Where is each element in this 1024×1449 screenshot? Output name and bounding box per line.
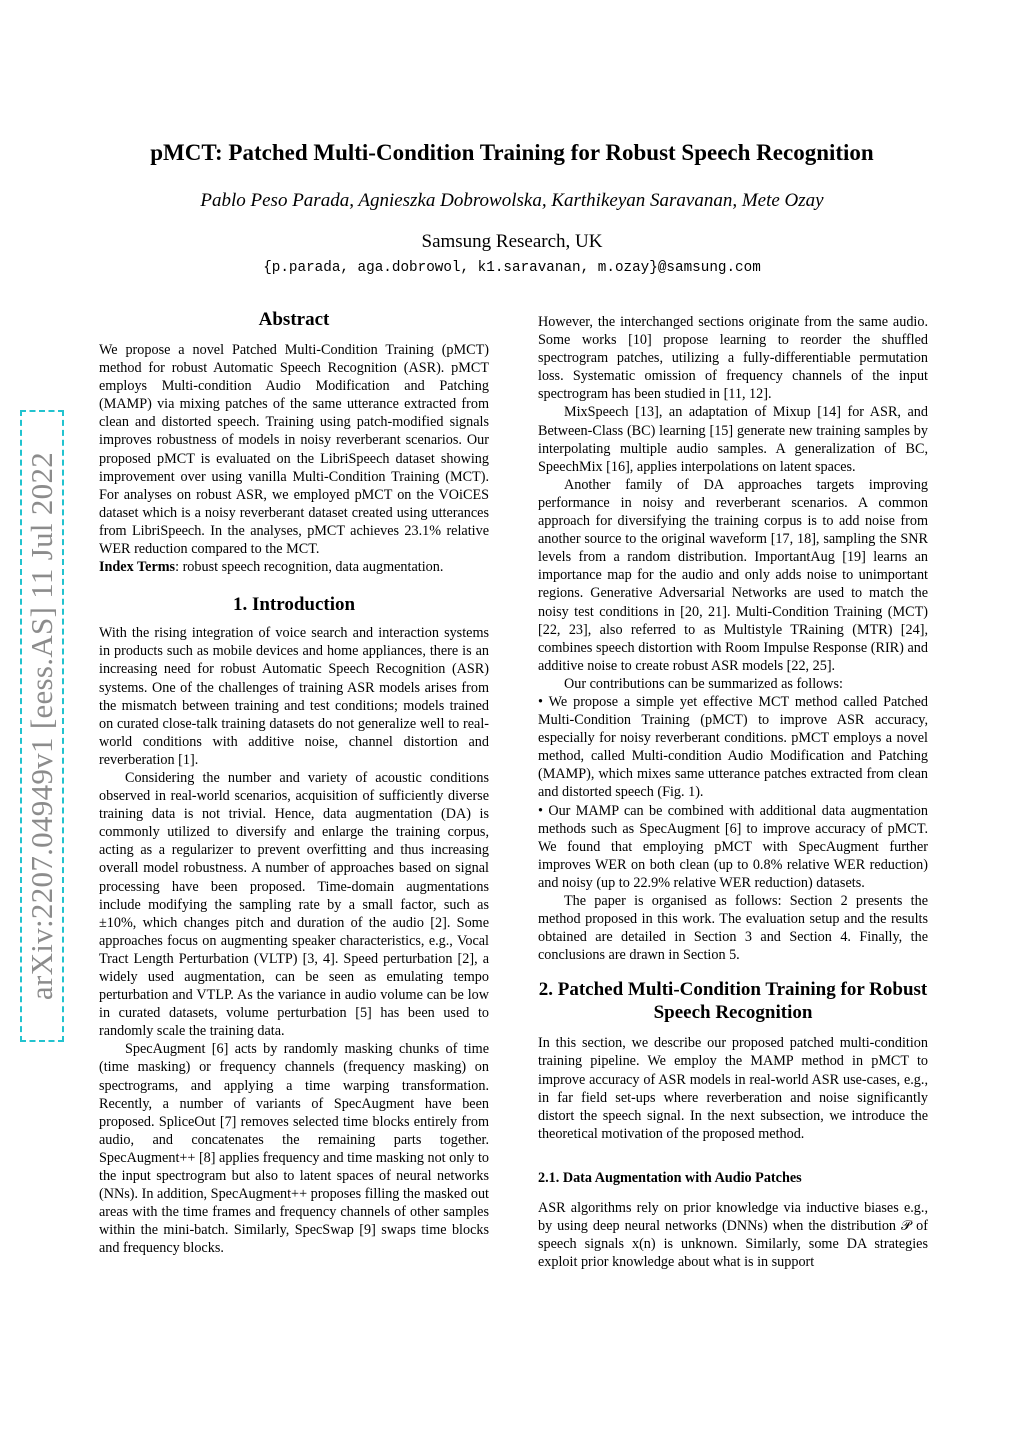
intro-paragraph-3: SpecAugment [6] acts by randomly masking chunks of time (time masking) or frequency channels (frequency masking) on spectrograms, and applying a time warping transformation. Recently, a number of variants of SpecAugment have been proposed. SpliceOut [7] removes selected time blocks entirely from audio, and concatenates the remaining parts together. SpecAugment++ [8] applies frequency and time masking not only to the input spectrogram but also to latent spaces of neural networks (NNs). In addition, SpecAugment++ proposes filling the masked out areas with the time frames and frequency channels of other samples within the mini-batch. Similarly, SpecSwap [9] swaps time blocks and frequency blocks. [99, 1041, 489, 1257]
intro-paragraph-1: With the rising integration of voice search and interaction systems in products such as mobile devices and home appliances, there is an increasing need for robust Automatic Speech Recognition (ASR) systems. One of the challenges of training ASR models arises from the mismatch between training and test conditions; models trained on curated close-talk training datasets do not generalize well to real-world conditions with additive noise, channel distortion and reverberation [1]. [99, 625, 489, 768]
section-2-1-heading: 2.1. Data Augmentation with Audio Patches [538, 1169, 802, 1186]
related-work-paragraph-1: However, the interchanged sections originate from the same audio. Some works [10] propose learning to reorder the shuffled spectrogram patches, utilizing a fully-differentiable permutation loss. Systematic omission of frequency channels of the input spectrogram has been studied in [11, 12]. [538, 314, 928, 403]
index-terms-label: Index Terms [99, 559, 176, 576]
left-column [99, 308, 489, 1258]
arxiv-watermark [20, 410, 64, 1042]
section-2-paragraph: In this section, we describe our proposed patched multi-condition training pipeline. We employ the MAMP method in pMCT to improve accuracy of ASR models in real-world ASR use-cases, e.g., in far field set-ups where reverberation and noise significantly distort the speech signal. In the next subsection, we introduce the theoretical motivation of the proposed method. [538, 1035, 928, 1142]
author-emails: {p.parada, aga.dobrowol, k1.saravanan, m.ozay}@samsung.com [263, 260, 761, 276]
paper-organisation: The paper is organised as follows: Section 2 presents the method proposed in this work. The evaluation setup and the results obtained are detailed in Section 3 and Section 4. Finally, the conclusions are drawn in Section 5. [538, 893, 928, 964]
section-2-1-paragraph: ASR algorithms rely on prior knowledge via inductive biases e.g., by using deep neural networks (DNNs) when the distribution 𝒫 of speech signals x(n) is unknown. Similarly, some DA strategies exploit prior knowledge about what is in support [538, 1200, 928, 1271]
paper-title: pMCT: Patched Multi-Condition Training for Robust Speech Recognition [150, 140, 874, 165]
index-terms-text: : robust speech recognition, data augmentation. [175, 559, 444, 576]
arxiv-id[interactable]: arXiv:2207.04949v1 [eess.AS] 11 Jul 2022 [24, 451, 59, 1001]
intro-paragraph-2: Considering the number and variety of acoustic conditions observed in real-world scenarios, acquisition of sufficiently diverse training data is not trivial. Hence, data augmentation (DA) is commonly utilized to diversify and enlarge the training corpus, acting as a regularizer to prevent overfitting and thus increasing overall model robustness. A number of approaches based on signal processing have been proposed. Time-domain augmentations include modifying the sampling rate by a small factor, such as ±10%, which changes pitch and duration of the audio [2]. Some approaches focus on augmenting speaker characteristics, e.g., Vocal Tract Length Perturbation (VLTP) [3, 4]. Speed perturbation [2], a widely used augmentation, can be seen as emulating tempo perturbation and VTLP. As the variance in audio volume can be low in curated datasets, volume perturbation [5] has been used to randomly scale the training data. [99, 769, 489, 1040]
affiliation: Samsung Research, UK [421, 231, 603, 252]
introduction-heading: 1. Introduction [232, 594, 356, 616]
related-work-paragraph-2: MixSpeech [13], an adaptation of Mixup [14] for ASR, and Between-Class (BC) learning [15] generate new training samples by interpolating multiple audio samples. A generalization of BC, SpeechMix [16], applies interpolations on latent spaces. [538, 404, 928, 475]
section-2-heading: 2. Patched Multi-Condition Training for Robust Speech Recognition [538, 979, 928, 1024]
contribution-bullet-1: • We propose a simple yet effective MCT method called Patched Multi-Condition Training (pMCT) to improve ASR accuracy, especially for noisy reverberant conditions. pMCT employs a novel method, called Multi-condition Audio Modification and Patching (MAMP), which mixes same utterance patches extracted from clean and distorted speech (Fig. 1). [538, 693, 928, 801]
related-work-paragraph-3: Another family of DA approaches targets improving performance in noisy and reverberant scenarios. A common approach for diversifying the training corpus is to add noise from another source to the original waveform [17, 18], sampling the SNR levels from a random distribution. ImportantAug [19] learns an importance map for the audio and only adds noise to unimportant regions. Generative Adversarial Networks are used to match the noisy test conditions in [20, 21]. Multi-Condition Training (MCT) [22, 23], also referred to as Multistyle TRaining (MTR) [24], combines speech distortion with Room Impulse Response (RIR) and additive noise to create robust ASR models [22, 25]. [538, 476, 928, 674]
abstract-text: We propose a novel Patched Multi-Condition Training (pMCT) method for robust Automatic Speech Recognition (ASR). pMCT employs Multi-condition Audio Modification and Patching (MAMP) via mixing patches of the same utterance extracted from clean and distorted speech. Training using patch-modified signals improves robustness of models in noisy reverberant scenarios. Our proposed pMCT is evaluated on the LibriSpeech dataset showing improvement over using vanilla Multi-Condition Training (MCT). For analyses on robust ASR, we employed pMCT on the VOiCES dataset which is a noisy reverberant dataset created using utterances from LibriSpeech. In the analyses, pMCT achieves 23.1% relative WER reduction compared to the MCT. [99, 342, 489, 558]
author-list: Pablo Peso Parada, Agnieszka Dobrowolska, Karthikeyan Saravanan, Mete Ozay [200, 190, 824, 211]
contribution-bullet-2: • Our MAMP can be combined with additional data augmentation methods such as SpecAugment [6] to improve accuracy of pMCT. We found that employing pMCT with SpecAugment further improves WER on both clean (up to 0.8% relative WER reduction) and noisy (up to 22.9% relative WER reduction) datasets. [538, 802, 928, 891]
index-terms [99, 558, 489, 576]
abstract-heading: Abstract [258, 309, 330, 330]
contributions-intro: Our contributions can be summarized as follows: [564, 675, 843, 692]
right-column [538, 313, 928, 1271]
